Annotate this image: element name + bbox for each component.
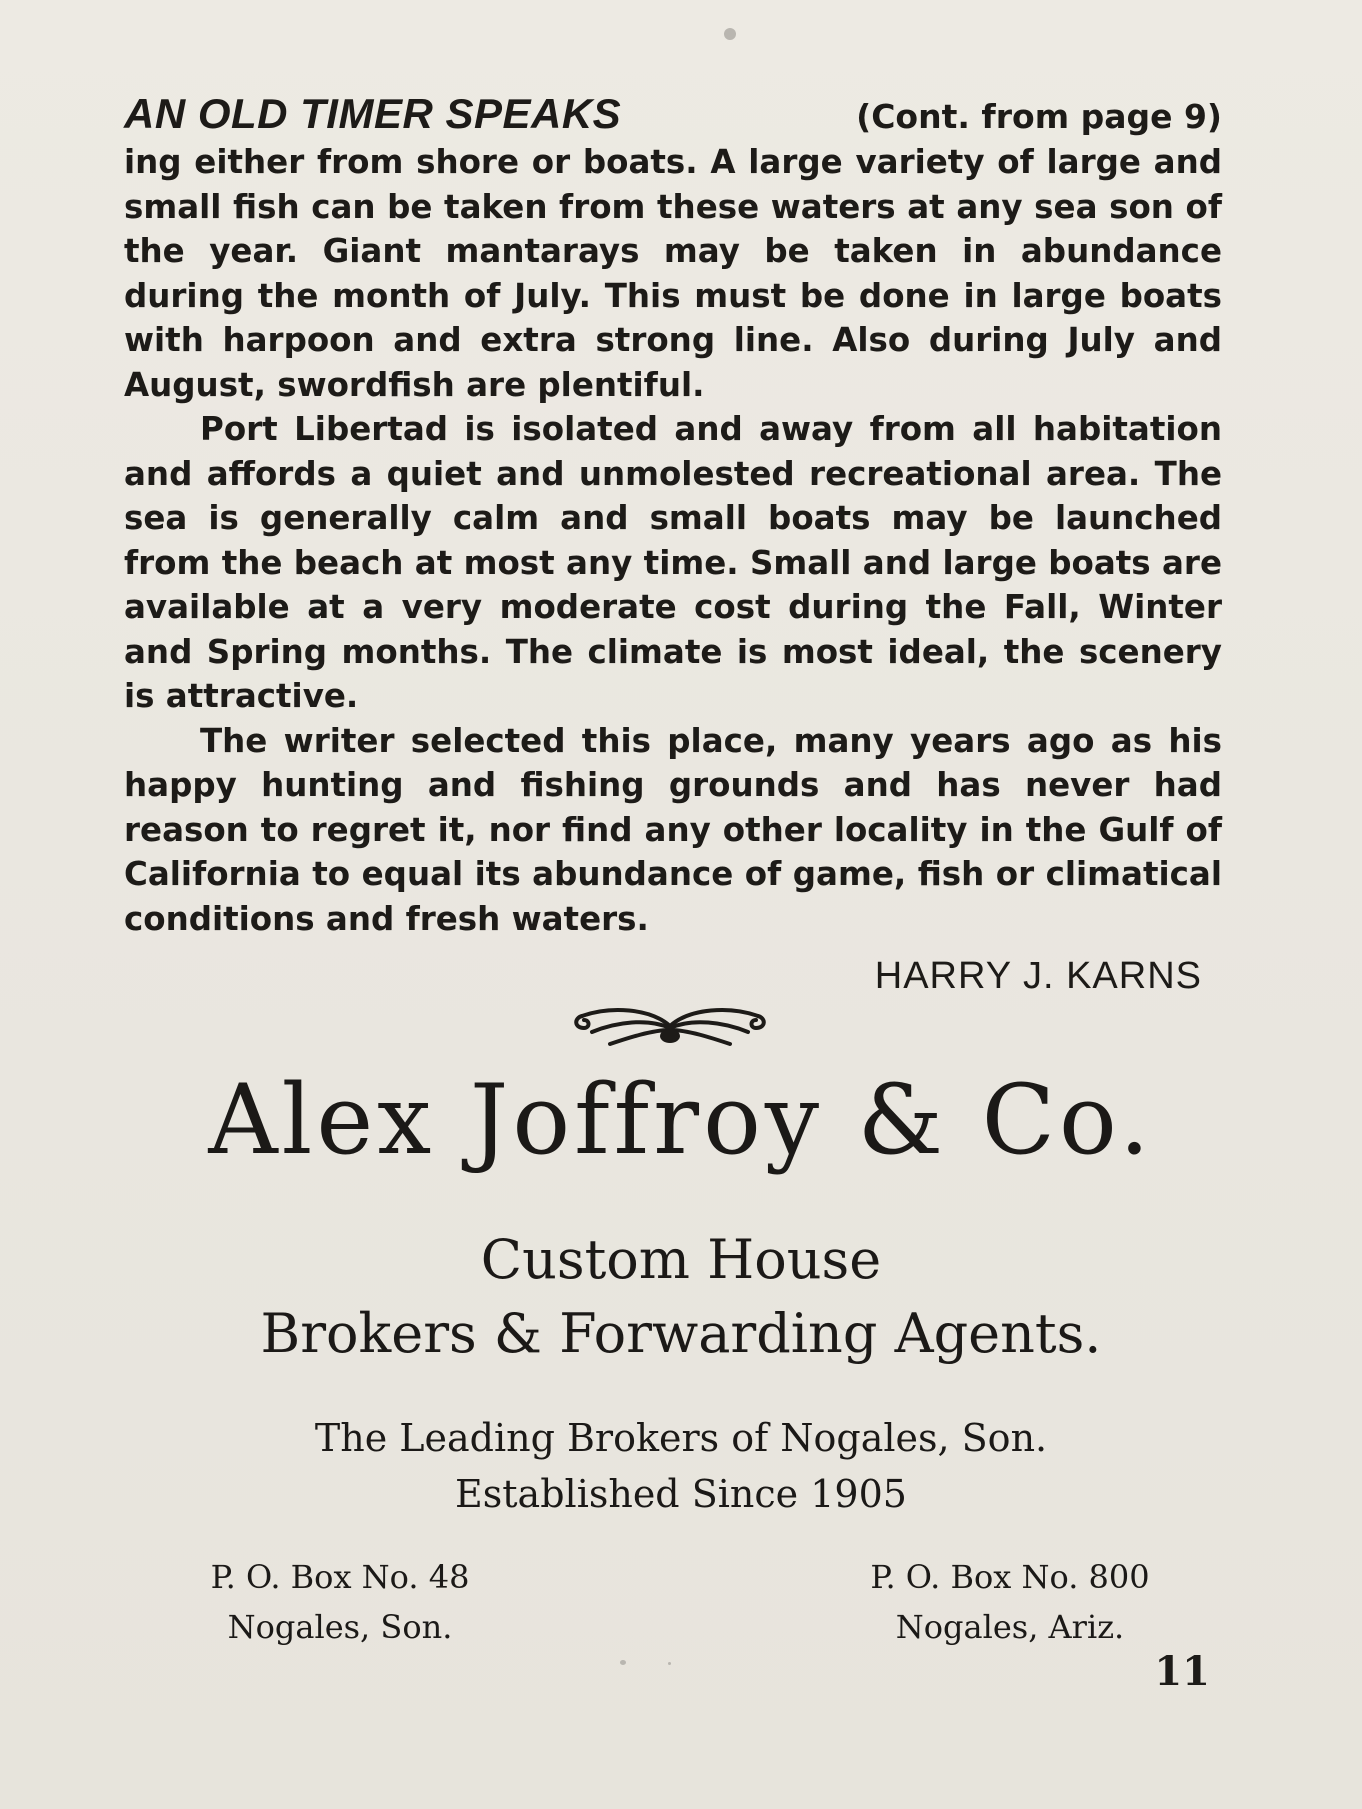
paper-speck (724, 28, 736, 40)
scroll-flourish-ornament-icon (570, 1000, 770, 1052)
page-number: 11 (1154, 1648, 1210, 1695)
established-line: Established Since 1905 (455, 1472, 907, 1516)
article-heading (124, 92, 1222, 140)
article-paragraph: ing either from shore or boats. A large variety of large and small fish can be taken from these waters at any sea son of the year. Giant mantarays may be taken in abundance during the month of July. This must be done in large boats with harpoon and extra strong line. Also during July and August, swordfish are plentiful. (124, 143, 1222, 404)
address-left-box: P. O. Box No. 48 (210, 1558, 470, 1596)
author-signature: HARRY J. KARNS (874, 955, 1202, 997)
tagline: The Leading Brokers of Nogales, Son. (314, 1416, 1048, 1460)
address-right-box: P. O. Box No. 800 (870, 1558, 1150, 1596)
continued-note: (Cont. from page 9) (856, 97, 1222, 136)
article-paragraph: Port Libertad is isolated and away from all habitation and affords a quiet and unmolested recreational area. The sea is generally calm and small boats may be launched from the beach at most any time. Small and large boats are available at a very moderate cost during the Fall, Winter and Spring months. The climate is most ideal, the scenery is attractive. (124, 410, 1222, 715)
address-right-city: Nogales, Ariz. (895, 1608, 1125, 1646)
address-right (820, 1552, 1200, 1652)
service-line-1: Custom House (480, 1228, 882, 1291)
article-title: AN OLD TIMER SPEAKS (124, 90, 622, 137)
address-left-city: Nogales, Son. (227, 1608, 453, 1646)
company-name: Alex Joffroy & Co. (208, 1064, 1154, 1176)
article-paragraph: The writer selected this place, many years ago as his happy hunting and fishing grounds and has never had reason to regret it, nor find any other locality in the Gulf of California to equal its abundance of game, fish or climatical conditions and fresh waters. (124, 721, 1222, 938)
article (124, 92, 1222, 941)
paper-speck (668, 1662, 671, 1665)
paper-speck (620, 1660, 626, 1665)
address-left (130, 1552, 550, 1652)
service-line-2: Brokers & Forwarding Agents. (260, 1302, 1102, 1365)
